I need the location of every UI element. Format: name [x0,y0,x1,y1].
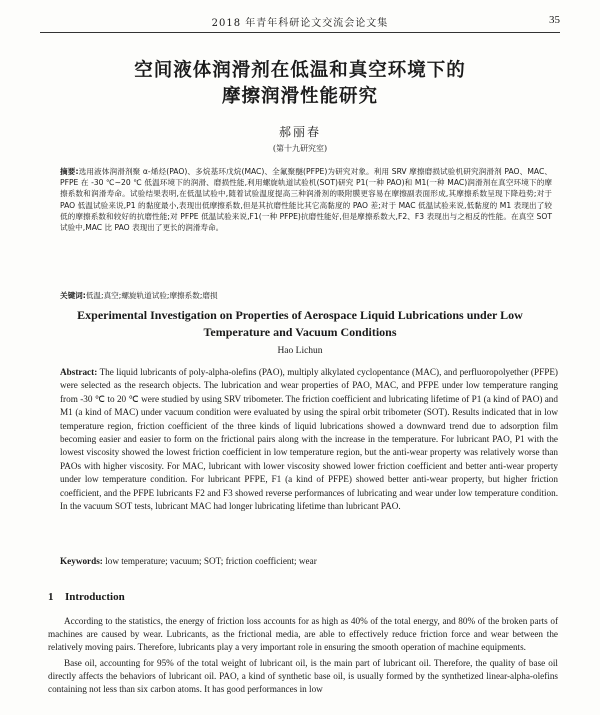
running-title: 2018 年青年科研论文交流会论文集 [211,18,389,29]
english-keywords [60,555,558,568]
chinese-abstract-text: 选用液体润滑剂聚 α-烯烃(PAO)、多烷基环戊烷(MAC)、全氟聚醚(PFPE)为研究对象。利用 SRV 摩擦磨损试验机研究润滑剂 PAO、MAC、PFPE 在 -30 ℃~20 ℃ 低温环境下的润滑、磨损性能,利用螺旋轨道试验机(SOT)研究 P1(一种 PAO)和 M1(一种 MAC)润滑剂在真空环境下的摩擦系数和润滑寿命。试验结果表明,在低温试验中,随着试验温度提高三种润滑剂的吸附膜更容易在摩擦副表面形成,其摩擦系数呈现下降趋势;对于 PAO 低温试验来说,P1 的黏度最小,表现出低摩擦系数,但是其抗磨性能比其它高黏度的 PAO 差;对于 MAC 低温试验来说,低黏度的 M1 表现出了较低的摩擦系数和较好的抗磨性能;对 PFPE 低温试验来说,F1(一种 PFPE)抗磨性能好,但是摩擦系数大,F2、F3 表现出与之相反的性能。在真空 SOT 试验中,MAC 比 PAO 表现出了更长的润滑寿命。 [60,167,552,233]
chinese-keywords-label: 关键词: [60,291,86,300]
english-title-line-2: Temperature and Vacuum Conditions [203,325,397,339]
english-keywords-text: low temperature; vacuum; SOT; friction coefficient; wear [105,556,317,566]
chinese-author: 郝丽春 [278,125,321,139]
chinese-affiliation: (第十九研究室) [272,144,328,153]
chinese-abstract [60,166,552,233]
chinese-title [40,58,560,110]
body-paragraph-1: According to the statistics, the energy of friction loss accounts for as high as 40% of the total energy, and 80% of the broken parts of machines are caused by wear. Lubricants, as the frictional media, are able to effectively reduce friction force and wear between the relatively moving pairs. Therefore, lubricants play a very important role in ensuring the smooth operation of machine equipments. [48,616,558,653]
page-number: 35 [549,14,560,26]
chinese-title-line-1: 空间液体润滑剂在低温和真空环境下的 [134,60,466,81]
english-abstract [60,366,558,513]
english-title [40,307,560,341]
section-title: Introduction [65,591,125,603]
english-author: Hao Lichun [277,346,323,356]
chinese-keywords [60,290,552,301]
chinese-abstract-label: 摘要: [60,167,79,176]
english-keywords-label: Keywords: [60,556,103,566]
section-number: 1 [48,591,54,603]
introduction-body [48,615,558,696]
chinese-title-line-2: 摩擦润滑性能研究 [221,86,378,107]
running-header [40,14,560,33]
english-abstract-text: The liquid lubricants of poly-alpha-olefins (PAO), multiply alkylated cyclopentance (MAC), and perfluoropolyether (PFPE) were selected as the research objects. The lubrication and wear properties of PAO, MAC, and PFPE under low temperature ranging from -30 ℃ to 20 ℃ were studied by using SRV tribometer. The friction coefficient and lubricating lifetime of P1 (a kind of PAO) and M1 (a kind of MAC) under vacuum condition were evaluated by using the spiral orbit tribometer (SOT). Results indicated that in low temperature region, friction coefficient of the three kinds of liquid lubrications showed a downward trend due to adsorption film becoming easier and easier to form on the frictional pairs along with the increase in the temperature. For lubricant PAO, P1 with the lowest viscosity showed the lowest friction coefficient in low temperature region, but the anti-wear property was relatively worse than PAOs with higher viscosity. For MAC, lubricant with lower viscosity showed lower friction coefficient and better anti-wear property under low temperature condition. For lubricant PFPE, F1 (a kind of PFPE) showed better anti-wear property, but higher friction coefficient, and the PFPE lubricants F2 and F3 showed reverse performances of lubricating and wear under low temperature condition. In the vacuum SOT tests, lubricant MAC had longer lubricating lifetime than lubricant PAO. [60,367,558,512]
english-title-line-1: Experimental Investigation on Properties of Aerospace Liquid Lubrications under Low [77,308,523,322]
body-paragraph-2: Base oil, accounting for 95% of the total weight of lubricant oil, is the main part of lubricant oil. Therefore, the quality of base oil directly affects the behaviors of lubricant oil. PAO, a kind of synthetic base oil, is usually formed by the synthetized linear-alpha-olefins containing not less than six carbon atoms. It has good performances in low [48,657,558,695]
chinese-keywords-text: 低温;真空;螺旋轨道试验;摩擦系数;磨损 [85,291,218,300]
section-heading-introduction [48,591,125,603]
english-abstract-label: Abstract: [60,367,98,377]
